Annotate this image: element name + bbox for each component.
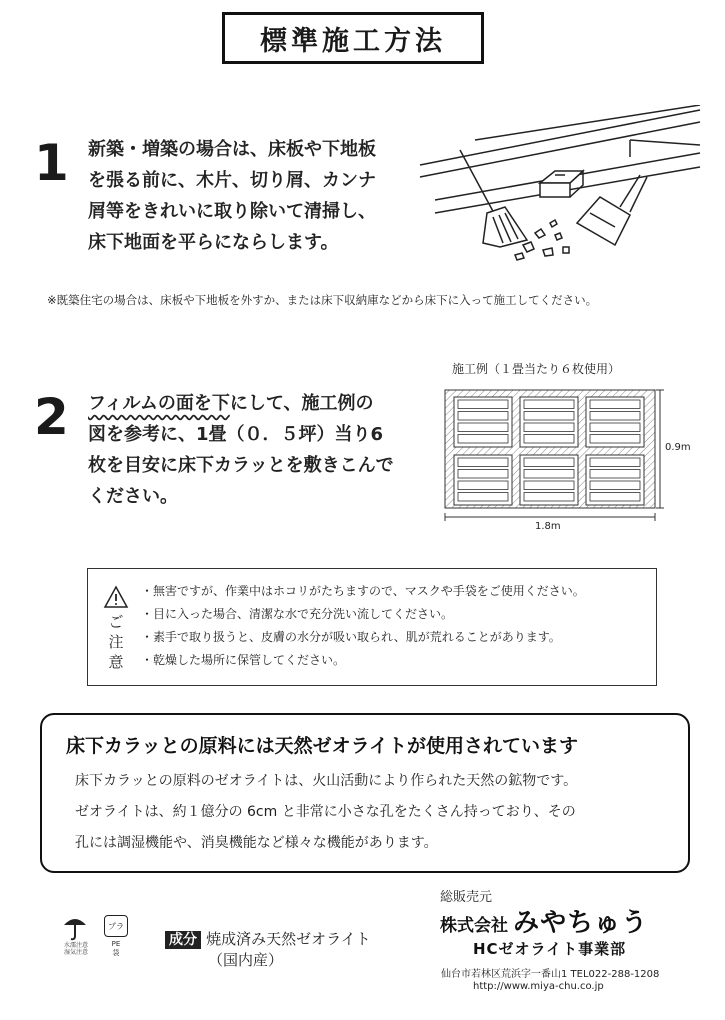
sheet-panel <box>590 435 640 444</box>
umbrella-icon <box>62 913 88 941</box>
caution-label-char: ご <box>108 613 124 631</box>
step-1-line: 新築・増築の場合は、床板や下地板 <box>88 139 376 160</box>
handling-caption-line: 水濡注意 <box>63 942 88 949</box>
sheet-panel <box>590 423 640 432</box>
caution-item: ・目に入った場合、清潔な水で充分洗い流してください。 <box>141 607 454 621</box>
step-1-text <box>88 134 428 258</box>
zeolite-info-line: ゼオライトは、約１億分の 6cm と非常に小さな孔をたくさん持っており、その <box>75 804 576 820</box>
caution-label <box>107 612 125 672</box>
step-2-emphasis: フィルムの面を下 <box>88 393 230 414</box>
handling-caption-line: 湿気注意 <box>63 949 88 956</box>
step-1-note: ※既築住宅の場合は、床板や下地板を外すか、または床下収納庫などから床下に入って施工してください。 <box>47 293 598 307</box>
zeolite-info-body <box>75 766 577 859</box>
division-name: HCゼオライト事業部 <box>473 940 627 958</box>
step-1-line: を張る前に、木片、切り屑、カンナ <box>88 170 376 191</box>
ingredient-label: 成分 <box>165 931 201 949</box>
page-title-text: 標準施工方法 <box>260 25 446 57</box>
step-2-text <box>88 388 428 512</box>
sheet-panel <box>524 458 574 467</box>
recycle-caption-line: PE <box>111 940 121 948</box>
sheet-panel <box>524 412 574 421</box>
recycle-caption <box>104 940 128 958</box>
company-prefix: 株式会社 <box>440 916 508 936</box>
sheet-panel <box>524 400 574 409</box>
sheet-panel <box>458 400 508 409</box>
caution-item: ・乾燥した場所に保管してください。 <box>141 653 346 667</box>
step-2-number: 2 <box>34 388 69 446</box>
zeolite-info-line: 床下カラッとの原料のゼオライトは、火山活動により作られた天然の鉱物です。 <box>75 773 578 789</box>
sheet-panel <box>524 481 574 490</box>
caution-item: ・素手で取り扱うと、皮膚の水分が吸い取られ、肌が荒れることがあります。 <box>141 630 561 644</box>
step-2-line: 図を参考に、1畳（０．５坪）当り6 <box>88 424 384 445</box>
sheet-panel <box>524 423 574 432</box>
ingredient-block <box>165 929 371 950</box>
seller-label: 総販売元 <box>440 890 493 905</box>
company-main-name: みやちゅう <box>513 908 649 938</box>
ingredient-origin: （国内産） <box>208 951 284 969</box>
step-1-number: 1 <box>34 134 69 192</box>
sheet-panel <box>524 435 574 444</box>
zeolite-info-title: 床下カラッとの原料には天然ゼオライトが使用されています <box>66 735 579 757</box>
ingredient-name: 焼成済み天然ゼオライト <box>206 930 371 948</box>
sheet-panel <box>458 470 508 479</box>
sheet-panel <box>524 493 574 502</box>
sheet-panel <box>458 458 508 467</box>
sheet-panel <box>590 400 640 409</box>
recycle-mark-text: プラ <box>108 921 124 931</box>
sheet-panel <box>458 412 508 421</box>
recycle-plastic-icon <box>104 915 128 937</box>
sheet-panel <box>590 493 640 502</box>
caution-label-char: 注 <box>108 633 124 651</box>
recycle-caption-line: 袋 <box>112 949 120 957</box>
sheet-panel <box>458 481 508 490</box>
sheet-panel <box>590 458 640 467</box>
caution-list <box>141 580 585 672</box>
sheet-panel <box>458 493 508 502</box>
sheet-panel <box>458 423 508 432</box>
website-url: http://www.miya-chu.co.jp <box>473 981 604 992</box>
address-phone: 仙台市若林区荒浜字一番山1 TEL022-288-1208 <box>441 969 660 980</box>
page-title <box>222 12 484 64</box>
sheet-panel <box>590 481 640 490</box>
company-name <box>440 902 648 939</box>
caution-item: ・無害ですが、作業中はホコリがたちますので、マスクや手袋をご使用ください。 <box>141 584 585 598</box>
height-dimension-label: 0.9m <box>665 442 691 453</box>
step-2-line: 枚を目安に床下カラッとを敷きこんで <box>88 455 394 476</box>
installation-example-diagram <box>440 385 685 530</box>
step-2-line: ください。 <box>88 486 178 507</box>
sheet-panel <box>524 470 574 479</box>
sheet-panel <box>458 435 508 444</box>
warning-triangle-icon <box>103 585 129 609</box>
width-dimension-label: 1.8m <box>535 521 561 532</box>
caution-label-char: 意 <box>108 653 124 671</box>
sheet-panel <box>590 412 640 421</box>
handling-caption <box>58 942 94 956</box>
example-title: 施工例（１畳当たり６枚使用） <box>452 362 621 376</box>
sheet-panel <box>590 470 640 479</box>
zeolite-info-line: 孔には調湿機能や、消臭機能など様々な機能があります。 <box>75 835 438 851</box>
broom-dustpan-sweeping-illustration <box>415 105 705 275</box>
step-1-line: 床下地面を平らにならします。 <box>88 232 339 253</box>
step-1-line: 屑等をきれいに取り除いて清掃し、 <box>88 201 376 222</box>
step-2-line: にして、施工例の <box>229 393 374 414</box>
